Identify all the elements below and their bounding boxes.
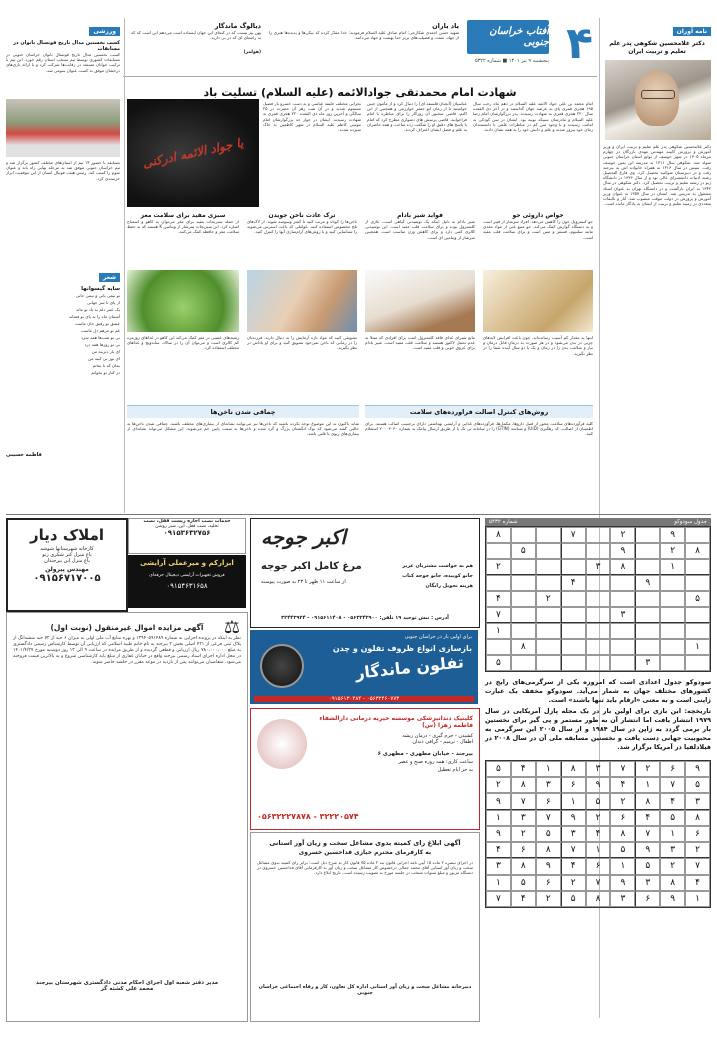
puzzle-cell[interactable] xyxy=(610,623,635,639)
puzzle-cell[interactable] xyxy=(561,591,586,607)
solution-cell: ۱ xyxy=(536,761,561,777)
solution-cell: ۸ xyxy=(635,793,660,809)
poet-name: فاطمه حسینی xyxy=(6,452,42,458)
health-item-4 xyxy=(127,212,239,402)
sudoku-solution-grid xyxy=(485,760,711,908)
header-col1-title: یاد یاران xyxy=(432,22,459,30)
puzzle-cell[interactable] xyxy=(511,623,536,639)
solution-cell: ۹ xyxy=(610,875,635,891)
health-lower-4: رشته‌های عصبی در مغز کمک می‌کند این کاهو در غذاهای روزمره کم کالری است و می‌توان آن را در سالاد، ساندویچ و غذاهای مختلف استفاده کرد. xyxy=(127,335,239,351)
puzzle-cell[interactable] xyxy=(660,607,685,623)
dental-phone: ۳۲۲۲۰۵۷۴ - ۰۵۶۳۲۲۲۷۸۷۸ xyxy=(257,812,359,821)
solution-cell: ۸ xyxy=(660,875,685,891)
puzzle-cell[interactable] xyxy=(561,543,586,559)
solution-cell: ۷ xyxy=(486,891,511,907)
health-row xyxy=(127,212,593,402)
solution-cell: ۲ xyxy=(610,793,635,809)
solution-cell: ۹ xyxy=(685,761,710,777)
health-title-1: خواص داروئی جو xyxy=(512,212,564,219)
header-col1-text: شهید حسن احمدی شکارجی: امام صادق علیه السلام فرمودند: خدا مقدّر کرده که نیکی‌ها و پدیده‌ها هنری را از جهاد، نعمت و فضیلت‌های برتر خدا بهشت و جهاد می‌دانند. xyxy=(269,30,459,41)
puzzle-cell[interactable] xyxy=(561,639,586,655)
bottom-title-2: چماقی شدن ناخن‌ها xyxy=(127,406,359,418)
lead-text-2: عباسیان (آنچنان فلسفه ای) را دنبال کرد و از مأمون چنین خواستند تا از زمان ابو جعفر خوارزمی و همچنین از ابن اکثم، قاضی سخنور آن روزگار را برای مناظره با امام فراخوانند. قاضی پرسش های دشواری مطرح کرد که امام با پاسخ های دقیق او را شگفت زده ساخت و همه حاضران به علم و فضل ایشان اعتراف کردند. xyxy=(367,101,467,133)
arayesh-ad xyxy=(128,555,246,608)
sport-title: کسب نخستین مدال تاریخ فوتسال بانوان در مسابقات xyxy=(13,40,120,52)
dental-ad xyxy=(250,708,480,830)
teflon-phone: ۰۵۶۳۲۴۶۰۷۷۳ - ۰۹۱۵۶۱۳۰۴۸۴ xyxy=(254,696,474,702)
akbar-right-3: هزینه تحویل رایگان xyxy=(425,583,473,589)
auction-text: نظر به اینکه در پرونده اجرایی به شماره ۱۳۹۴۰۵۹۱۴۸۹ و بهره منابع آب ملی اولی به میزان ۶ حبه از ۷۲ حبه ششدانگ از پلاک ثبتی فرعی از ۴۲۱ اصلی بخش ۲ بیرجند به نام خانم طیبه اسلامی که ارزیابی آن توسط کارشناس رسمی دادگستری به مبلغ ۷۸۰،۰۰۰،۰۰۰ ریال ارزیابی و قطعی گردیده و از طریق مزایده در ساعت ۹ الی ۱۲ روز دوشنبه مورخ ۱۴۰۱/۴/۲۷ در محل اداره اجرای اسناد رسمی بیرجند واقع در خیابان غفاری از مبلغ پایه کارشناسی شروع و به بالاترین قیمت فروخته می‌شود. متقاضیان می‌توانند پس از بازدید در موعد مقرر در جلسه حاضر شوند. xyxy=(13,636,241,665)
amlak-line-3: باغ منزل ابن بیرجندان xyxy=(44,558,90,564)
solution-cell: ۲ xyxy=(486,777,511,793)
futsal-photo xyxy=(6,99,120,157)
puzzle-cell[interactable] xyxy=(586,575,611,591)
dental-note: به جز ایام تعطیل xyxy=(437,767,473,773)
logo xyxy=(467,20,549,54)
puzzle-cell[interactable] xyxy=(635,607,660,623)
solution-cell: ۵ xyxy=(536,826,561,842)
health-title-3: ترک عادت ناخن جویدن xyxy=(268,212,336,219)
solution-cell: ۳ xyxy=(561,826,586,842)
health-text-2: شیر بادام به دلیل اینکه یک نوشیدنی گیاهی است، عاری از کلسترول بوده و برای سلامت قلب مفید است. این نوشیدنی کالری کمی دارد و برای کاهش وزن مناسب است. همچنین سرشار از ویتامین ای است. xyxy=(365,219,475,240)
bottom-article-1 xyxy=(365,405,593,511)
solution-cell: ۱ xyxy=(635,777,660,793)
puzzle-cell[interactable] xyxy=(536,623,561,639)
health-lower-3: تشویقی کنید که مواد تازه آزمایش را به دنبال دارند. فرزندتان را در زمانی که ناخن نمی‌جود تشویق کنید و برای او پاداش در نظر بگیرید. xyxy=(247,335,357,351)
puzzle-cell[interactable] xyxy=(536,559,561,575)
solution-cell: ۷ xyxy=(635,826,660,842)
puzzle-cell[interactable]: ۲ xyxy=(486,559,511,575)
solution-cell: ۳ xyxy=(536,777,561,793)
tooth-photo xyxy=(257,719,307,769)
lead-text-1: امام محمد بن علی جواد الائمه علیه السلام در دهم ماه رجب سال ۱۹۵ هجری قمری پای به عرصه جهان گذاشتند و در آخر ذی القعده سال ۲۲۰ هجری قمری به شهادت رسیدند. پدر بزرگوارشان امام رضا علیه السلام و مادرشان سبیکه نوبیه بود. ایشان در سن کودکی به امامت رسیدند و با وجود سن کم در مناظرات علمی با دانشمندان زمان خود پیروز شدند و علم و دانش خود را به همه نشان دادند. xyxy=(473,101,593,133)
health-title-2: فواید شیر بادام xyxy=(397,212,443,219)
bottom-title-1: روش‌های کنترل اصالت فراورده‌های سلامت xyxy=(365,406,593,418)
labor-text: در اجرای تبصره ۲ ماده ۱۵ آیین نامه اجرایی قانون بند ۲ ماده ۷۵ قانون کار به شرح ذیل است: برابر رای کمیته بدوی مشاغل سخت و زیان آور استانی آقای محمد جمالی درخصوص کار مشاغل سخت و زیان آور به کارفرمایی آقای فداحسین خسروی در دستگاه مزبور و مبلغ سنوات منتخب در جلسه مورخ به تصویب رسیده است. تاریخ ابلاغ دارد. xyxy=(257,860,473,876)
health-item-1 xyxy=(483,212,593,402)
solution-cell: ۲ xyxy=(660,858,685,874)
date-line: پنجشنبه ۹ تیر ۱۴۰۱ ■ شماره ۵۳۲۲ xyxy=(474,58,549,64)
auction-notice xyxy=(6,612,248,1022)
puzzle-cell[interactable] xyxy=(561,655,586,671)
puzzle-cell[interactable] xyxy=(610,639,635,655)
solution-cell: ۵ xyxy=(561,891,586,907)
solution-cell: ۸ xyxy=(511,777,536,793)
solution-cell: ۸ xyxy=(536,842,561,858)
solution-cell: ۹ xyxy=(536,858,561,874)
labor-notice xyxy=(250,832,480,1022)
solution-cell: ۵ xyxy=(635,858,660,874)
solution-cell: ۵ xyxy=(486,761,511,777)
solution-cell: ۳ xyxy=(511,810,536,826)
puzzle-cell[interactable]: ۸ xyxy=(610,559,635,575)
solution-cell: ۱ xyxy=(610,858,635,874)
solution-cell: ۸ xyxy=(561,761,586,777)
akbar-right-1: هم به خواست مشتریان عزیز xyxy=(402,563,473,569)
header-col2-text: پهن پیر نیست که در کنجای این جهان ایستاده است می‌دهم این است که که به راستای ای که در بی دارید. xyxy=(131,30,261,41)
service-line-2: تخلیه، نصب قفل، اپن، شیر روشن xyxy=(155,524,219,529)
amlak-line-2: باغ منزل کنز شکری زنو xyxy=(42,552,92,558)
akbar-ad xyxy=(250,518,480,628)
solution-cell: ۹ xyxy=(561,810,586,826)
solution-cell: ۴ xyxy=(511,761,536,777)
puzzle-cell[interactable]: ۵ xyxy=(486,655,511,671)
puzzle-cell[interactable] xyxy=(511,527,536,543)
lead-text-3: بحرانی مختلف خلیفه عباسی و به دست خسرو باز فضیل مسموم شدند و در آن شب زهر آن حضرت در ۲۵ سالگی و آخرین روز ماه ذی القعده ۲۲۰ هجری قمری به شهادت رسیدند. ایشان در جوار جد بزرگوارشان امام موسی کاظم علیه السلام در شهر کاظمین به خاک سپرده شدند. xyxy=(263,101,361,133)
solution-cell: ۸ xyxy=(685,810,710,826)
solution-cell: ۴ xyxy=(685,875,710,891)
bottom-text-2: شاید تاکنون به این موضوع توجه نکرده باشید که ناخن‌ها نیز می‌توانند نشانه‌ای از بیماری‌های مختلف باشند. چماقی شدن ناخن‌ها به حالتی گفته می‌شود که نوک انگشتان بزرگ و گرد شده و ناخن‌ها به سمت پایین خم می‌شوند. این مشکل می‌تواند نشانه‌ای از بیماری‌های ریوی یا قلبی باشد. xyxy=(127,421,359,437)
solution-cell: ۵ xyxy=(610,842,635,858)
solution-cell: ۸ xyxy=(610,826,635,842)
barley-photo xyxy=(483,270,593,332)
solution-cell: ۹ xyxy=(486,826,511,842)
solution-cell: ۱ xyxy=(660,826,685,842)
solution-cell: ۶ xyxy=(685,826,710,842)
solution-cell: ۴ xyxy=(586,826,611,842)
puzzle-cell[interactable] xyxy=(685,607,710,623)
health-text-4: از جمله سبزیجات مفید برای مغز می‌توان به کاهو و اسفناج اشاره کرد. این سبزیجات سرشار از ویتامین K هستند که به حفظ سلامت مغز و حافظه کمک می‌کنند. xyxy=(127,219,239,235)
dental-addr: بیرجند - خیابان مطهری - مطهری ۶ xyxy=(377,751,473,757)
puzzle-cell[interactable] xyxy=(536,527,561,543)
puzzle-cell[interactable] xyxy=(635,639,660,655)
solution-cell: ۶ xyxy=(536,875,561,891)
puzzle-cell[interactable] xyxy=(660,623,685,639)
health-lower-1: اینها به مقدار کم آسیب رسانده‌اند. چون باعث افزایش لایه‌های چربی در بدن می‌شود و در هر صورت به درمان قابل درمان و نیاز و سلامت بدن را در زمان و یک یا دو سال آینده شما را در نظر بگیرید. xyxy=(483,335,593,356)
puzzle-cell[interactable] xyxy=(586,655,611,671)
puzzle-cell[interactable] xyxy=(561,559,586,575)
puzzle-cell[interactable] xyxy=(635,559,660,575)
solution-cell: ۸ xyxy=(511,858,536,874)
solution-cell: ۳ xyxy=(586,761,611,777)
akbar-right-2: جانو کوبیده، جانو جوجه کباب xyxy=(402,573,473,579)
puzzle-cell[interactable] xyxy=(486,639,511,655)
puzzle-cell[interactable] xyxy=(685,559,710,575)
puzzle-cell[interactable] xyxy=(610,575,635,591)
solution-cell: ۵ xyxy=(660,810,685,826)
solution-cell: ۶ xyxy=(635,891,660,907)
puzzle-cell[interactable] xyxy=(586,639,611,655)
header-col2-title: دیالوگ ماندگار xyxy=(214,22,261,30)
sudoku-header xyxy=(485,518,711,526)
solution-cell: ۶ xyxy=(511,842,536,858)
poem-title: سایه گیسوانها xyxy=(81,286,120,292)
puzzle-cell[interactable] xyxy=(685,575,710,591)
puzzle-cell[interactable] xyxy=(486,575,511,591)
puzzle-cell[interactable] xyxy=(635,527,660,543)
sudoku-table-title: جدول سودوکو xyxy=(674,519,707,525)
solution-cell: ۲ xyxy=(561,875,586,891)
sudoku-number: شماره ۵۴۳۲ xyxy=(489,519,518,525)
solution-cell: ۲ xyxy=(635,761,660,777)
page-number: ۴ xyxy=(566,18,593,69)
bottom-article-2 xyxy=(127,405,359,511)
child-photo xyxy=(247,270,357,332)
puzzle-cell[interactable]: ۱ xyxy=(685,639,710,655)
solution-cell: ۵ xyxy=(511,875,536,891)
puzzle-cell[interactable]: ۳ xyxy=(610,607,635,623)
solution-cell: ۴ xyxy=(635,810,660,826)
almond-milk-photo xyxy=(365,270,475,332)
portrait-photo xyxy=(605,60,711,140)
banner-image xyxy=(127,99,259,207)
solution-cell: ۹ xyxy=(660,891,685,907)
puzzle-cell[interactable] xyxy=(536,655,561,671)
puzzle-cell[interactable] xyxy=(586,607,611,623)
puzzle-cell[interactable] xyxy=(660,591,685,607)
solution-cell: ۵ xyxy=(685,777,710,793)
puzzle-cell[interactable]: ۲ xyxy=(660,543,685,559)
solution-cell: ۱ xyxy=(561,793,586,809)
puzzle-cell[interactable] xyxy=(660,655,685,671)
banner-art: یا جواد الائمه ادرکنی xyxy=(141,135,245,171)
puzzle-cell[interactable] xyxy=(511,559,536,575)
labor-subtitle: به کارفرمای محترم خیاری فداحسین خسروی xyxy=(298,849,432,856)
puzzle-cell[interactable] xyxy=(685,655,710,671)
header-col2 xyxy=(131,22,261,55)
puzzle-cell[interactable] xyxy=(685,623,710,639)
puzzle-cell[interactable] xyxy=(660,575,685,591)
solution-cell: ۱ xyxy=(685,891,710,907)
puzzle-cell[interactable] xyxy=(511,575,536,591)
solution-cell: ۱ xyxy=(486,810,511,826)
teflon-ad xyxy=(250,630,478,704)
puzzle-cell[interactable] xyxy=(685,527,710,543)
sudoku-explain-1: سودوکو جدول اعدادی است که امروزه یکی از سرگرمی‌های رایج در کشورهای مختلف جهان به شمار می‌آید. سودوکو مخفف یک عبارت ژاپنی است و به معنی «ارقام باید تنها باشند» است. xyxy=(485,678,711,704)
solution-cell: ۴ xyxy=(486,842,511,858)
poem-text: تو نیمی بانی و نیمی جانی از پای تا سر جهانی یک عمر دلم به یاد تو ماند آسمان ماه را به پای تو فشاند عشق تو رفیق جان ماست غم تو مرهم دل ماست بی تو شب‌ها همه سرد بی تو روزها همه درد ای یار دیرینه من ای نور بی کینه من بمان که تا بمانم در کنار تو بخوانم xyxy=(68,293,120,375)
puzzle-cell[interactable] xyxy=(511,655,536,671)
puzzle-cell[interactable]: ۵ xyxy=(511,543,536,559)
labor-sign: دبیرخانه مشاغل سخت و زیان آور استانی اداره کل تعاون، کار و رفاه اجتماعی خراسان جنوبی xyxy=(258,984,472,996)
puzzle-cell[interactable] xyxy=(561,607,586,623)
solution-cell: ۷ xyxy=(610,761,635,777)
puzzle-cell[interactable]: ۸ xyxy=(511,639,536,655)
puzzle-cell[interactable]: ۴ xyxy=(561,575,586,591)
sudoku-explain xyxy=(485,678,711,705)
solution-cell: ۲ xyxy=(685,842,710,858)
amlak-owner: مهندس پیرولن xyxy=(45,566,89,573)
bottom-text-1: کلیه فرآورده‌های سلامت محور از قبیل داروها، مکمل‌ها، فرآورده‌های غذایی و آرایشی بهداشتی دارای برچسب اصالت هستند. برای اطمینان از اصالت، کد رهگیری (UID) و شناسه (GTIN) را در سامانه تی تک یا از طریق ارسال پیامک به شماره ۲۰۰۰۳۰۳۰ استعلام کنید. xyxy=(365,421,593,437)
scales-icon: ⚖ xyxy=(223,617,241,638)
header xyxy=(123,18,597,77)
health-text-3: ناخن‌ها را کوتاه و مرتب کنید تا کمتر وسوسه شوید. از لاک‌های تلخ مخصوص استفاده کنید. عواملی که باعث استرس می‌شوند را شناسایی کنید و با روش‌های آرام‌سازی آنها را کنترل کنید. xyxy=(247,219,357,235)
dental-items: کشیدن - جرم گیری - درمان ریشه اطفال - ترمیم - گرافی دندان xyxy=(402,733,473,745)
puzzle-cell[interactable]: ۲ xyxy=(536,591,561,607)
amlak-line-1: کارخانه شهرستانها شوشه xyxy=(40,546,94,552)
solution-cell: ۲ xyxy=(586,810,611,826)
solution-cell: ۸ xyxy=(586,891,611,907)
arayesh-title: ابزارکم و میرعملی آرایشی xyxy=(140,559,234,567)
sport-text-b: مسابقه با حضور ۱۴ تیم از استان‌های مختلف کشور برگزار شد و تیم خراسان جنوبی موفق شد به مرحله نهایی راه یابد و عنوان سوم را کسب کند. رئیس هیئت فوتبال استان از این موفقیت ابراز خرسندی کرد. xyxy=(6,160,120,181)
service-line-1: خدمات نصب اجاره ریست قفل، نصب xyxy=(143,519,231,524)
akbar-address: آدرس : نبش توحید ۱۹ تلفن: ۰۵۶۳۲۴۲۹۰۰ - ۰۹۱۵۶۱۱۴۰۸ - ۳۲۴۴۳۹۲۴ xyxy=(281,615,449,621)
solution-cell: ۶ xyxy=(586,858,611,874)
puzzle-cell[interactable]: ۳ xyxy=(635,655,660,671)
puzzle-cell[interactable] xyxy=(635,591,660,607)
service-ad xyxy=(128,518,246,554)
health-text-1: جو کنسرویل خون را کاهش می‌دهد. افراد سرشار از فیبر است و به دستگاه گوارش کمک می‌کند. جو منبع غنی از مواد مغذی مانند سلنیوم، فسفر و مس است و برای سلامت قلب مفید است. xyxy=(483,219,593,240)
puzzle-cell[interactable]: ۹ xyxy=(635,575,660,591)
arayesh-phone: ۰۹۱۵۴۶۳۱۶۵۸ xyxy=(166,582,208,590)
health-title-4: سبزی مفید برای سلامت مغز xyxy=(140,212,226,219)
puzzle-cell[interactable] xyxy=(536,639,561,655)
puzzle-cell[interactable]: ۳ xyxy=(586,559,611,575)
puzzle-cell[interactable]: ۷ xyxy=(486,607,511,623)
solution-cell: ۷ xyxy=(586,875,611,891)
akbar-slogan: از ساعت ۱۱ ظهر تا ۲۳ به صورت پیوسته xyxy=(261,579,346,585)
health-lower-2: مانع شیرای غذای فاقد کلسترول است برای افرادی که مبتلا به عدم تحمل لاکتوز هستند و سلامت قلب مفید است. شیر بادام برای عروق خونی و قلب مفید است. xyxy=(365,335,475,351)
section-tag-poem: شعر xyxy=(99,273,120,282)
solution-cell: ۳ xyxy=(685,793,710,809)
akbar-sub: مرغ کامل اکبر جوجه xyxy=(261,561,362,572)
sudoku-explain-2: تاریخچه: این بازی برای اولین بار در یک مجله پازل آمریکایی در سال ۱۹۷۹ انتشار یافت اما انتشار آن به طور مستمر و پی گیر برای نخستین بار برمی گردد به ژاپن در سال ۱۹۸۴ و از سال ۲۰۰۵ این سرگرمی به محبوبیت جهانی دست یافت و نخستین مسابقه ملی آن در سال ۲۰۰۸ در فیلادلفیا در آمریکا برگزار شد. xyxy=(485,707,711,751)
solution-cell: ۴ xyxy=(511,891,536,907)
header-col1 xyxy=(269,22,459,60)
solution-cell: ۱ xyxy=(586,842,611,858)
solution-cell: ۹ xyxy=(586,777,611,793)
dental-title: کلینیک دندانپزشکی موسسه خیریه درمانی دارالشفاء فاطمه زهرا (س) xyxy=(319,715,473,729)
puzzle-cell[interactable] xyxy=(610,591,635,607)
akbar-logo: اکبر جوجه xyxy=(261,525,346,549)
solution-cell: ۷ xyxy=(511,793,536,809)
puzzle-cell[interactable]: ۵ xyxy=(685,591,710,607)
puzzle-cell[interactable] xyxy=(536,575,561,591)
pan-icon xyxy=(260,644,304,688)
puzzle-cell[interactable] xyxy=(561,623,586,639)
solution-cell: ۵ xyxy=(586,793,611,809)
solution-cell: ۹ xyxy=(635,842,660,858)
right-title: دکتر غلامحسین شکوهی پدر علم تعلیم و تربیت ایران xyxy=(609,40,705,55)
health-item-3 xyxy=(247,212,357,402)
labor-title: آگهی ابلاغ رای کمیته بدوی مشاغل سخت و زیان آور استانی xyxy=(269,839,461,847)
health-item-2 xyxy=(365,212,475,402)
lettuce-photo xyxy=(127,270,239,332)
puzzle-cell[interactable] xyxy=(486,543,511,559)
auction-sign: مدیر دفتر شعبه اول اجرای احکام مدنی دادگستری شهرستان بیرجند محمد علی کشته گر xyxy=(35,980,219,992)
service-phone: ۰۹۱۵۳۶۳۲۷۵۶ xyxy=(163,529,211,537)
puzzle-cell[interactable] xyxy=(536,607,561,623)
puzzle-cell[interactable] xyxy=(610,655,635,671)
puzzle-cell[interactable] xyxy=(511,591,536,607)
sudoku-section xyxy=(485,518,711,1020)
amlak-ad xyxy=(6,518,128,612)
puzzle-cell[interactable] xyxy=(586,623,611,639)
teflon-line: برای اولین بار در خراسان جنوبی xyxy=(404,634,472,640)
puzzle-cell[interactable] xyxy=(586,543,611,559)
solution-cell: ۷ xyxy=(685,858,710,874)
puzzle-cell[interactable]: ۸ xyxy=(486,527,511,543)
logo-text: آفتاب خراسان جنوبی xyxy=(489,26,549,48)
puzzle-cell[interactable]: ۱ xyxy=(660,559,685,575)
main-headline: شهادت امام محمدتقی جوادالائمه (علیه السلام) تسلیت باد xyxy=(203,86,517,99)
puzzle-cell[interactable] xyxy=(635,623,660,639)
solution-cell: ۷ xyxy=(536,810,561,826)
solution-cell: ۳ xyxy=(660,842,685,858)
amlak-title: املاک دیار xyxy=(30,526,104,544)
puzzle-cell[interactable]: ۱ xyxy=(486,623,511,639)
puzzle-cell[interactable]: ۴ xyxy=(486,591,511,607)
left-column xyxy=(6,18,120,513)
solution-cell: ۴ xyxy=(610,777,635,793)
solution-cell: ۴ xyxy=(660,793,685,809)
auction-title: آگهی مزایده اموال غیرمنقول (نوبت اول) xyxy=(50,623,204,632)
solution-cell: ۶ xyxy=(660,761,685,777)
solution-cell: ۹ xyxy=(486,793,511,809)
amlak-phone: ۰۹۱۵۶۷۱۷۰۰۵ xyxy=(33,573,101,584)
solution-cell: ۶ xyxy=(561,777,586,793)
arayesh-text: فروش تجهیزات آرایشی دیجیتال حرفه‌ای xyxy=(149,573,225,578)
puzzle-cell[interactable]: ۸ xyxy=(685,543,710,559)
sudoku-puzzle-grid[interactable] xyxy=(485,526,711,672)
header-col2-source: (هولمز) xyxy=(243,50,261,55)
puzzle-cell[interactable] xyxy=(586,591,611,607)
solution-cell: ۷ xyxy=(660,777,685,793)
solution-cell: ۲ xyxy=(536,891,561,907)
puzzle-cell[interactable] xyxy=(660,639,685,655)
puzzle-cell[interactable]: ۹ xyxy=(610,543,635,559)
right-text: دکتر غلامحسین شکوهی پدر علم تعلیم و تربیت ایران و وزیر آموزش و پرورش کابینه مهندس مهدی بازرگان در چهارم تیرماه ۱۳۰۵ در شهر خوسف از توابع استان خراسان جنوبی متولد شد. شکوهی سال ۱۳۱۱ به مدرسه ابن یمین خوسف رفت. سپس در سال ۱۳۱۶ به همراه خانواده اش به بیرجند رفت و در دبیرستان شوکتیه تحصیل کرد. وی فارغ التحصیل رشته ادبیات دانشسرای عالی بود و از سال ۱۳۳۶ در دانشگاه ژنو در رشته تعلیم و تربیت تحصیل کرد. دکتر شکوهی در سال ۱۳۴۲ به ایران بازگشت و در دانشگاه تهران به عنوان استاد مشغول به تدریس شد. ایشان در سال ۱۳۵۷ به عنوان وزیر آموزش و پرورش در دولت موقت منصوب شد. آثار و تالیفات متعددی در زمینه تعلیم و تربیت از ایشان به یادگار مانده است. xyxy=(603,144,711,207)
section-tag-sport: ورزشی xyxy=(89,27,120,36)
solution-cell: ۶ xyxy=(610,810,635,826)
solution-cell: ۳ xyxy=(635,875,660,891)
sport-text: کسب نخستین مدال تاریخ فوتسال بانوان خراسان جنوبی در مسابقات کشوری توسط تیم منتخب استان رقم خورد. این تیم با ترکیب جوانان مستعد در رقابت‌ها شرکت کرد و با ارائه بازی‌های درخشان موفق به کسب عنوان سومی شد. xyxy=(6,52,120,73)
solution-cell: ۷ xyxy=(561,842,586,858)
puzzle-cell[interactable]: ۹ xyxy=(660,527,685,543)
solution-cell: ۳ xyxy=(610,891,635,907)
puzzle-cell[interactable]: ۷ xyxy=(561,527,586,543)
section-tag-namavaran: نامه آوران xyxy=(673,27,711,36)
teflon-sub: بازسازی انواع ظروف تفلون و چدن xyxy=(332,644,472,653)
puzzle-cell[interactable] xyxy=(635,543,660,559)
teflon-title: تفلون ماندگار xyxy=(354,652,465,683)
solution-cell: ۳ xyxy=(486,858,511,874)
solution-cell: ۶ xyxy=(536,793,561,809)
dental-hours: ساعت کاری: همه روزه صبح و عصر xyxy=(398,759,473,765)
puzzle-cell[interactable] xyxy=(586,527,611,543)
puzzle-cell[interactable] xyxy=(536,543,561,559)
solution-cell: ۴ xyxy=(561,858,586,874)
solution-cell: ۲ xyxy=(511,826,536,842)
puzzle-cell[interactable] xyxy=(511,607,536,623)
puzzle-cell[interactable]: ۲ xyxy=(610,527,635,543)
solution-cell: ۱ xyxy=(486,875,511,891)
